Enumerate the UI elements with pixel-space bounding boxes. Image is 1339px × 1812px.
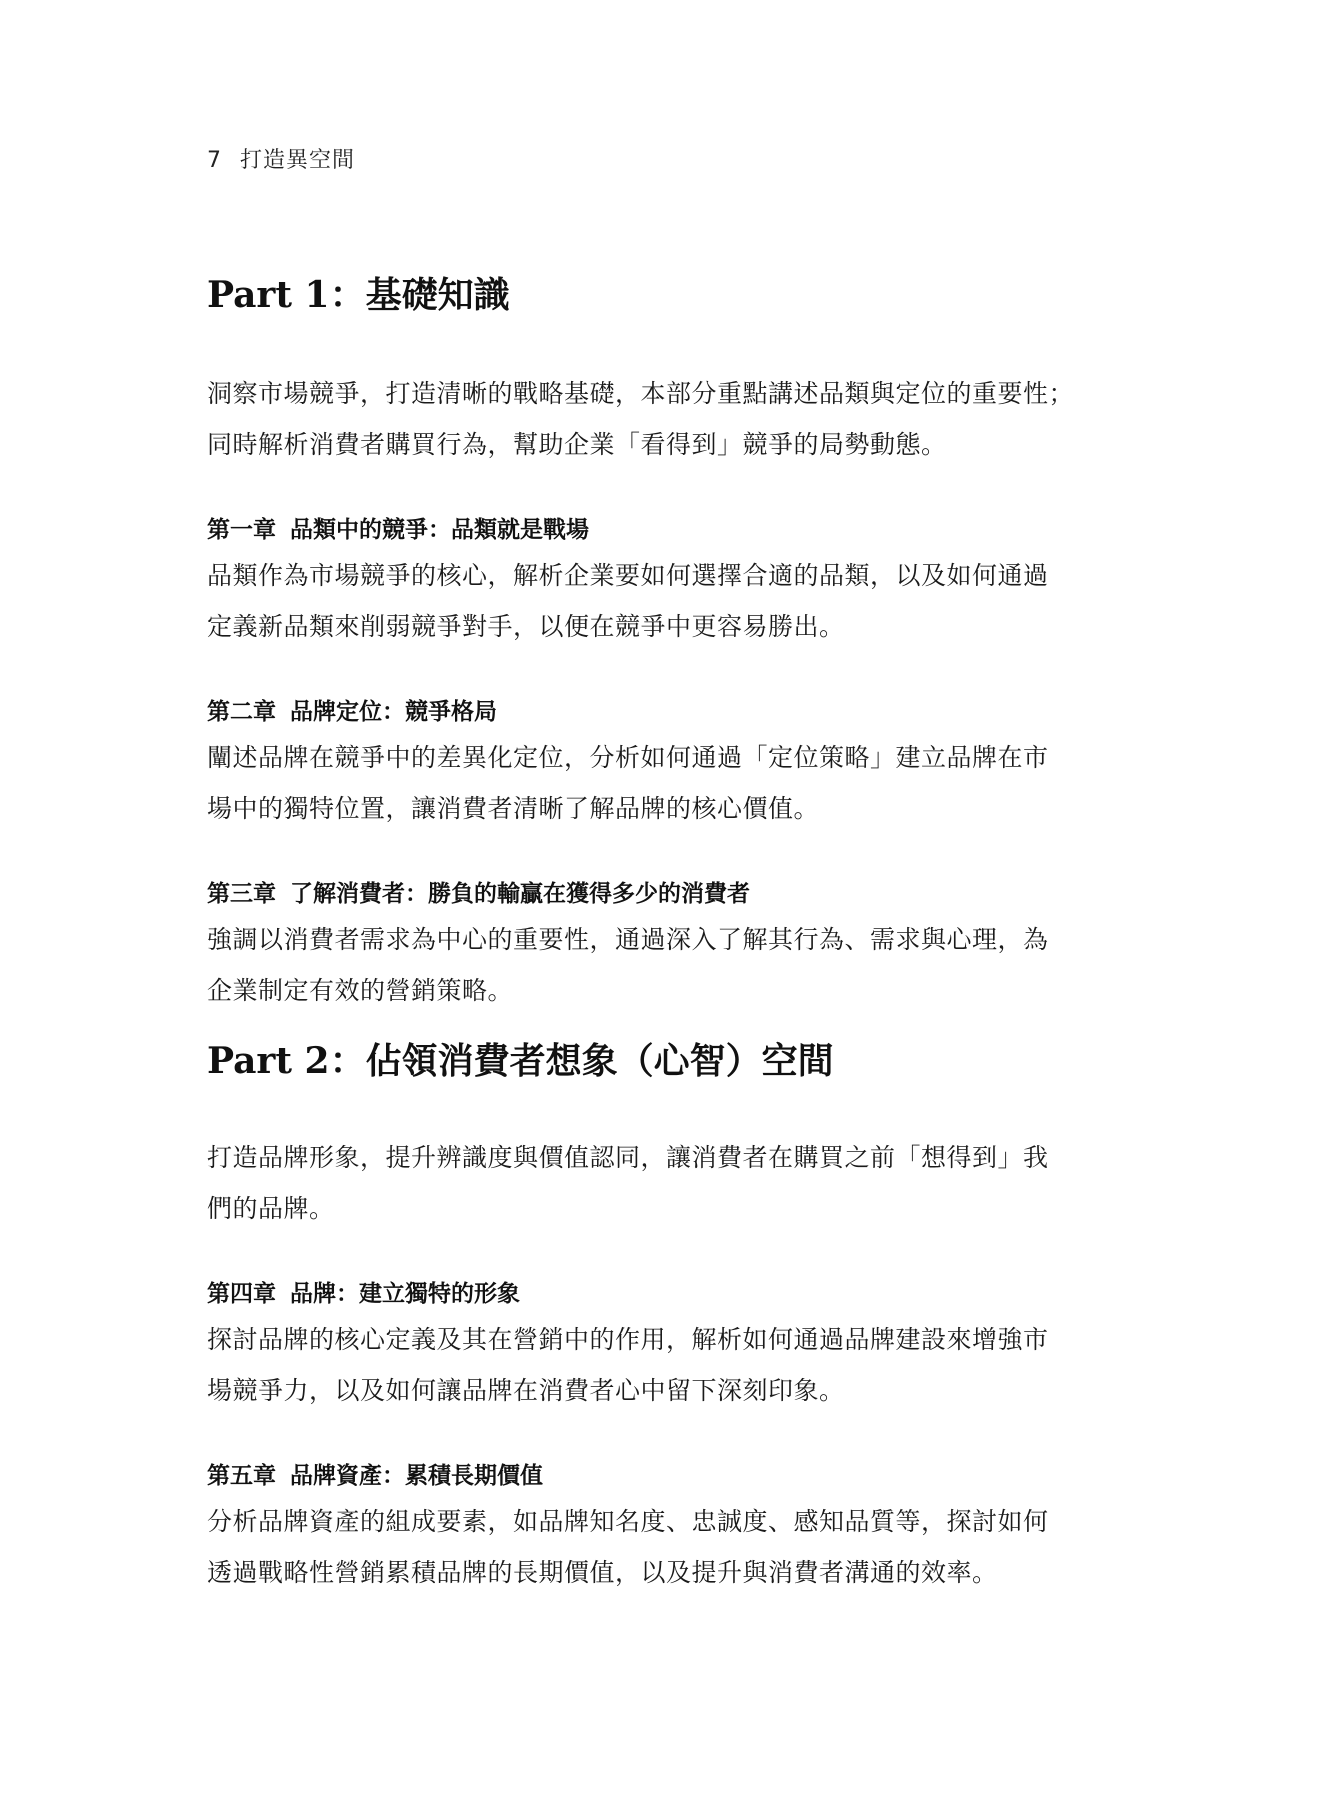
chapter-3-body (207, 914, 1137, 1016)
chapter-2-title: 品牌定位：競爭格局 (290, 699, 497, 725)
chapter-1-line: 定義新品類來削弱競爭對手，以便在競爭中更容易勝出。 (207, 612, 845, 641)
chapter-1-heading (207, 510, 1137, 550)
chapter-4-label: 第四章 (207, 1281, 276, 1307)
chapter-1-body (207, 550, 1137, 652)
page-number: 7 (207, 148, 222, 173)
chapter-5-label: 第五章 (207, 1463, 276, 1489)
chapter-3-line: 企業制定有效的營銷策略。 (207, 976, 514, 1005)
chapter-1 (207, 510, 1137, 652)
chapter-4-heading (207, 1274, 1137, 1314)
chapter-4-body (207, 1314, 1137, 1416)
chapter-4-line: 探討品牌的核心定義及其在營銷中的作用，解析如何通過品牌建設來增強市 (207, 1325, 1049, 1354)
chapter-1-label: 第一章 (207, 517, 276, 543)
part2-title: Part 2：佔領消費者想象（心智）空間 (207, 1040, 834, 1082)
part2-intro-line: 們的品牌。 (207, 1194, 335, 1223)
chapter-5-heading (207, 1456, 1137, 1496)
chapter-5 (207, 1456, 1137, 1598)
running-header (207, 143, 355, 174)
chapter-5-line: 透過戰略性營銷累積品牌的長期價值，以及提升與消費者溝通的效率。 (207, 1558, 998, 1587)
chapter-5-title: 品牌資產：累積長期價值 (290, 1463, 543, 1489)
part1-title: Part 1：基礎知識 (207, 274, 510, 316)
part2-intro (207, 1132, 1137, 1234)
chapter-3-line: 強調以消費者需求為中心的重要性，通過深入了解其行為、需求與心理，為 (207, 925, 1049, 954)
chapter-2-body (207, 732, 1137, 834)
chapter-2-line: 場中的獨特位置，讓消費者清晰了解品牌的核心價值。 (207, 794, 820, 823)
chapter-2-label: 第二章 (207, 699, 276, 725)
part1-intro-line: 洞察市場競爭，打造清晰的戰略基礎，本部分重點講述品類與定位的重要性； (207, 379, 1075, 408)
chapter-1-line: 品類作為市場競爭的核心，解析企業要如何選擇合適的品類，以及如何通過 (207, 561, 1049, 590)
page-content (207, 270, 1137, 1598)
chapter-3-title: 了解消費者：勝負的輸贏在獲得多少的消費者 (290, 881, 750, 907)
chapter-4-line: 場競爭力，以及如何讓品牌在消費者心中留下深刻印象。 (207, 1376, 845, 1405)
part1-intro-line: 同時解析消費者購買行為，幫助企業「看得到」競爭的局勢動態。 (207, 430, 947, 459)
running-title: 打造異空間 (240, 148, 356, 173)
chapter-4 (207, 1274, 1137, 1416)
chapter-5-body (207, 1496, 1137, 1598)
part2-intro-line: 打造品牌形象，提升辨識度與價值認同，讓消費者在購買之前「想得到」我 (207, 1143, 1049, 1172)
chapter-3 (207, 874, 1137, 1016)
chapter-4-title: 品牌：建立獨特的形象 (290, 1281, 520, 1307)
chapter-5-line: 分析品牌資產的組成要素，如品牌知名度、忠誠度、感知品質等，探討如何 (207, 1507, 1049, 1536)
chapter-3-label: 第三章 (207, 881, 276, 907)
chapter-2-line: 闡述品牌在競爭中的差異化定位，分析如何通過「定位策略」建立品牌在市 (207, 743, 1049, 772)
chapter-3-heading (207, 874, 1137, 914)
part1-intro (207, 368, 1137, 470)
chapter-2 (207, 692, 1137, 834)
chapter-2-heading (207, 692, 1137, 732)
chapter-1-title: 品類中的競爭：品類就是戰場 (290, 517, 589, 543)
